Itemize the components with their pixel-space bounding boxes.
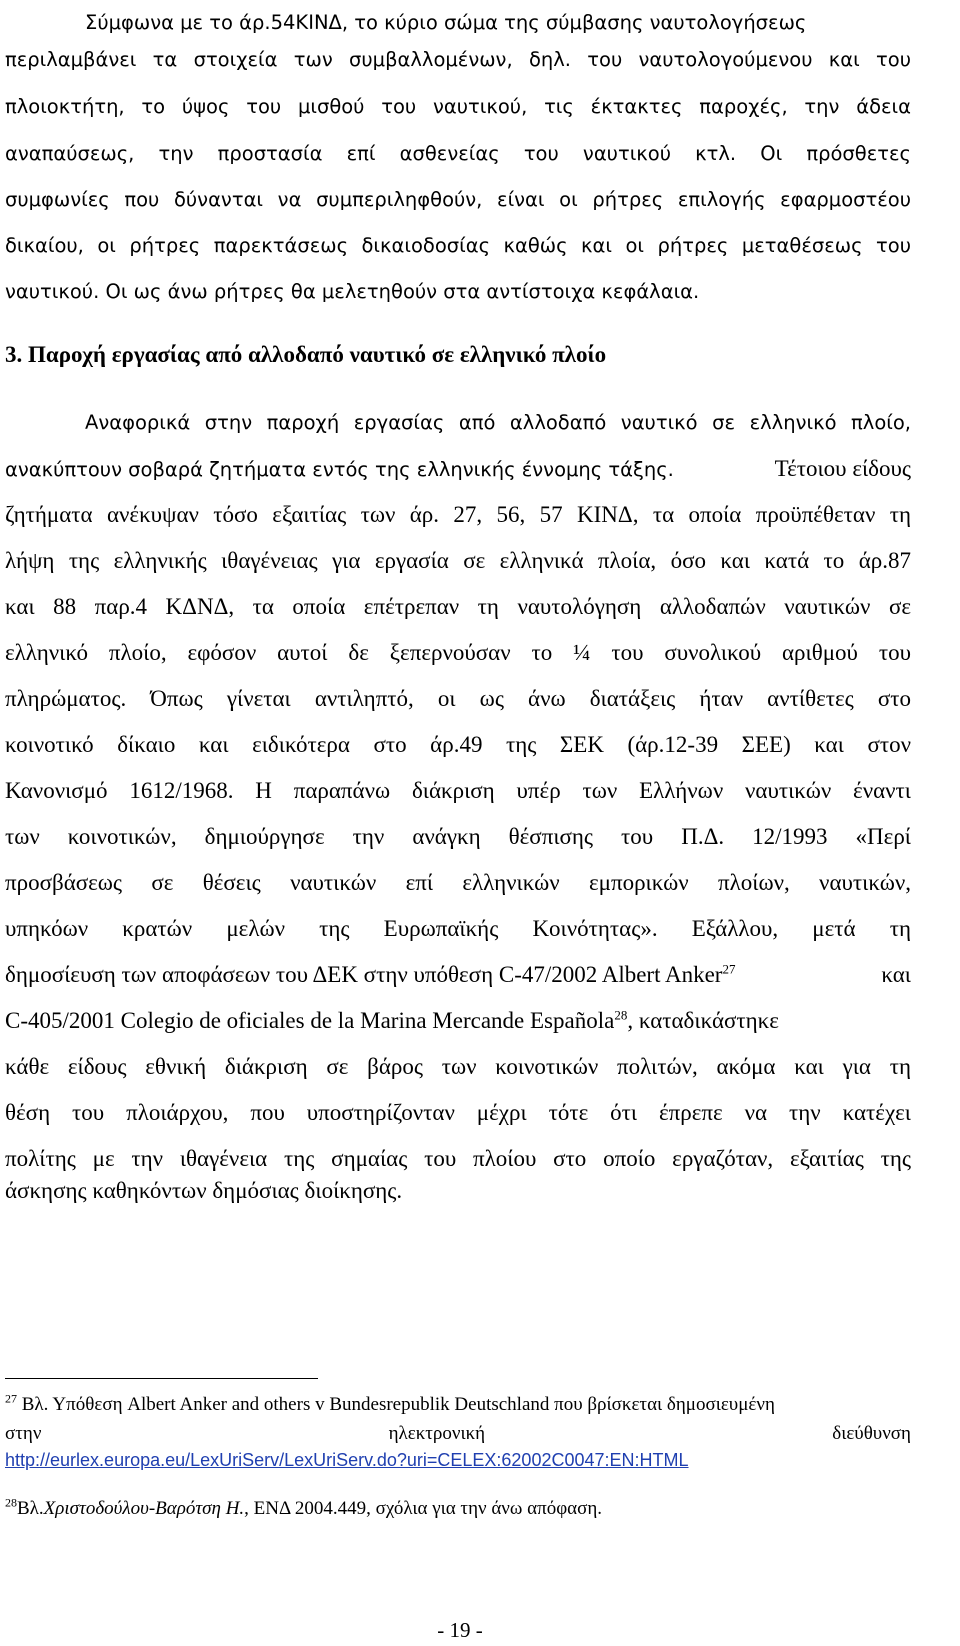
body-line: λήψη της ελληνικής ιθαγένειας για εργασία σε ελληνικά πλοία, όσο και κατά το άρ.87: [5, 548, 911, 573]
footnote-text: ηλεκτρονική: [388, 1423, 486, 1444]
footnote-27-link-line: [5, 1448, 911, 1473]
body-line: άσκησης καθηκόντων δημόσιας διοίκησης.: [5, 1178, 403, 1203]
footnote-number: 28: [5, 1495, 17, 1510]
body-line: θέση του πλοιάρχου, που υποστηρίζονταν μέχρι τότε ότι έπρεπε να την κατέχει: [5, 1100, 911, 1125]
body-line: ναυτικού. Οι ως άνω ρήτρες θα μελετηθούν στα αντίστοιχα κεφάλαια.: [5, 280, 700, 303]
body-line: πολίτης με την ιθαγένεια της σημαίας του πλοίου στο οποίο εργαζόταν, εξαιτίας της: [5, 1146, 911, 1171]
footnote-text: Βλ. Υπόθεση Albert Anker and others v Bundesrepublik Deutschland που βρίσκεται δημοσιευμένη: [17, 1394, 775, 1415]
body-line: πλοιοκτήτη, το ύψος του μισθού του ναυτικού, τις έκτακτες παροχές, την άδεια: [5, 95, 911, 118]
body-line: αναπαύσεως, την προστασία επί ασθενείας του ναυτικού κτλ. Οι πρόσθετες: [5, 142, 911, 165]
section-heading: 3. Παροχή εργασίας από αλλοδαπό ναυτικό σε ελληνικό πλοίο: [5, 342, 607, 367]
body-line: Αναφορικά στην παροχή εργασίας από αλλοδαπό ναυτικό σε ελληνικό πλοίο,: [85, 411, 911, 434]
body-line: συμφωνίες που δύνανται να συμπεριληφθούν, είναι οι ρήτρες επιλογής εφαρμοστέου: [5, 188, 911, 211]
footnote-text: Βλ.: [17, 1498, 44, 1519]
footnote-ref-27[interactable]: 27: [722, 961, 736, 977]
body-line: Σύμφωνα με το άρ.54ΚΙΝΔ, το κύριο σώμα της σύμβασης ναυτολογήσεως: [85, 11, 807, 34]
eurlex-link[interactable]: http://eurlex.europa.eu/LexUriServ/LexUriServ.do?uri=CELEX:62002C0047:EN:HTML: [5, 1450, 689, 1470]
body-line: κοινοτικό δίκαιο και ειδικότερα στο άρ.49 της ΣΕΚ (άρ.12-39 ΣΕΕ) και στον: [5, 732, 911, 757]
footnote-27-line2: [5, 1422, 911, 1446]
body-text: C-405/2001 Colegio de oficiales de la Marina Mercande Española: [5, 1008, 615, 1033]
footnote-separator: [5, 1378, 318, 1379]
body-text: και: [881, 962, 911, 987]
footnote-27: [5, 1393, 911, 1417]
body-text: Τέτοιου είδους: [774, 456, 911, 481]
body-line: και 88 παρ.4 ΚΔΝΔ, τα οποία επέτρεπαν τη ναυτολόγηση αλλοδαπών ναυτικών σε: [5, 594, 911, 619]
body-text: ανακύπτουν σοβαρά ζητήματα εντός της ελληνικής έννομης τάξης.: [5, 458, 674, 481]
footnote-28: [5, 1497, 911, 1521]
body-text: , καταδικάστηκε: [627, 1008, 779, 1033]
footnote-text: στην: [5, 1423, 42, 1444]
body-line: υπηκόων κρατών μελών της Ευρωπαϊκής Κοινότητας». Εξάλλου, μετά τη: [5, 916, 911, 941]
body-line: Κανονισμό 1612/1968. Η παραπάνω διάκριση υπέρ των Ελλήνων ναυτικών έναντι: [5, 778, 911, 803]
body-line: κάθε είδους εθνική διάκριση σε βάρος των κοινοτικών πολιτών, ακόμα και για τη: [5, 1054, 911, 1079]
footnote-number: 27: [5, 1391, 17, 1406]
body-line-anker: [5, 960, 911, 990]
body-line: ελληνικό πλοίο, εφόσον αυτοί δε ξεπερνούσαν το ¼ του συνολικού αριθμού του: [5, 640, 911, 665]
body-line: περιλαμβάνει τα στοιχεία των συμβαλλομένων, δηλ. του ναυτολογούμενου και του: [5, 48, 911, 71]
body-line-colegio: [5, 1006, 911, 1036]
page-number: - 19 -: [437, 1618, 483, 1642]
body-line: των κοινοτικών, δημιούργησε την ανάγκη θέσπισης του Π.Δ. 12/1993 «Περί: [5, 824, 911, 849]
footnote-author: Χριστοδούλου-Βαρότση Η.: [43, 1498, 245, 1519]
footnote-ref-28[interactable]: 28: [614, 1007, 628, 1023]
body-line: πληρώματος. Όπως γίνεται αντιληπτό, οι ως άνω διατάξεις ήταν αντίθετες στο: [5, 686, 911, 711]
body-line: δικαίου, οι ρήτρες παρεκτάσεως δικαιοδοσίας καθώς και οι ρήτρες μεταθέσεως του: [5, 234, 911, 257]
body-line: ζητήματα ανέκυψαν τόσο εξαιτίας των άρ. 27, 56, 57 ΚΙΝΔ, τα οποία προϋπέθεταν τη: [5, 502, 911, 527]
body-text: δημοσίευση των αποφάσεων του ΔΕΚ στην υπόθεση C-47/2002 Albert Anker: [5, 962, 723, 987]
body-line: προσβάσεως σε θέσεις ναυτικών επί ελληνικών εμπορικών πλοίων, ναυτικών,: [5, 870, 911, 895]
footnote-text: , ΕΝΔ 2004.449, σχόλια για την άνω απόφαση.: [244, 1498, 603, 1519]
footnote-text: διεύθυνση: [832, 1423, 911, 1444]
body-line-mixed: [5, 454, 911, 485]
